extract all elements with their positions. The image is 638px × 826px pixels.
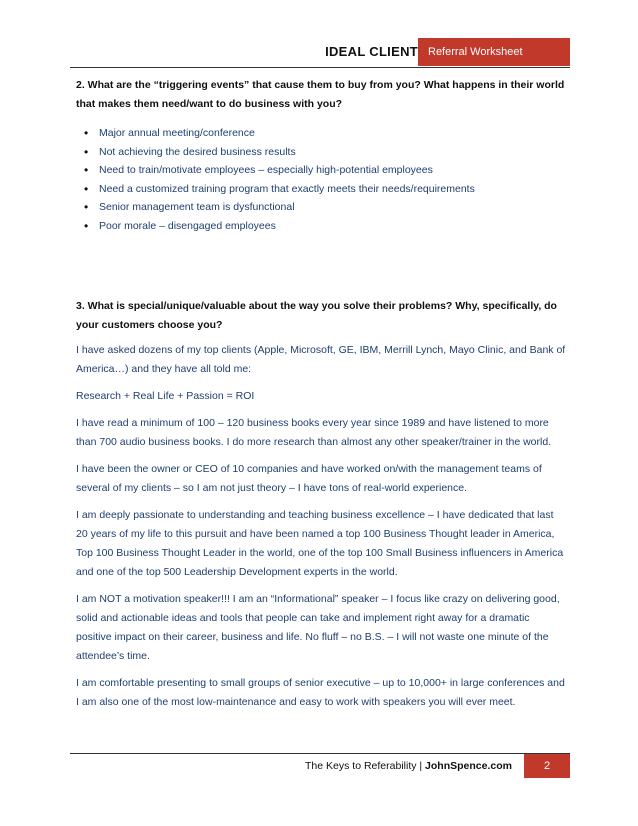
answer-paragraph: I am comfortable presenting to small groups of senior executive – up to 10,000+ in large conferences and I am also one of the most low-maintenance and easy to work with speakers you will ever meet.	[76, 677, 565, 708]
answer-paragraph: I have been the owner or CEO of 10 companies and have worked on/with the management teams of several of my clients – so I am not just theory – I have tons of real-world experience.	[76, 463, 542, 494]
question-2: 2. What are the “triggering events” that cause them to buy from you? What happens in their world that makes them need/want to do business with you?	[76, 79, 565, 110]
footer-site: JohnSpence.com	[425, 760, 512, 772]
answer-paragraph: I have read a minimum of 100 – 120 business books every year since 1989 and have listened to more than 700 audio business books. I do more research than almost any other speaker/trainer in the world.	[76, 417, 552, 448]
header-divider	[70, 67, 570, 68]
list-item: • Not achieving the desired business results	[99, 143, 566, 162]
section-tag: Referral Worksheet	[418, 38, 570, 66]
list-item: • Senior management team is dysfunctional	[99, 198, 566, 217]
list-item: • Need a customized training program that exactly meets their needs/requirements	[99, 180, 566, 199]
list-item: • Major annual meeting/conference	[99, 124, 566, 143]
page-content	[76, 76, 566, 720]
page-footer	[70, 753, 570, 778]
list-item: • Poor morale – disengaged employees	[99, 217, 566, 236]
answer-paragraph: I have asked dozens of my top clients (Apple, Microsoft, GE, IBM, Merrill Lynch, Mayo Clinic, and Bank of America…) and they have all told me:	[76, 344, 566, 375]
answer-paragraph: Research + Real Life + Passion = ROI	[76, 390, 255, 402]
page-number: 2	[524, 754, 570, 778]
question-3: 3. What is special/unique/valuable about the way you solve their problems? Why, specifically, do your customers choose you?	[76, 300, 557, 331]
answer-paragraph: I am NOT a motivation speaker!!! I am an “Informational” speaker – I focus like crazy on delivering good, solid and actionable ideas and tools that people can take and implement right away for a dramatic positive impact on their career, business and life. No fluff – no B.S. – I will not waste one minute of the attendee’s time.	[76, 593, 560, 662]
answer-3	[76, 341, 566, 712]
trigger-events-list	[76, 124, 566, 235]
footer-prefix: The Keys to Referability |	[305, 760, 426, 772]
document-title: IDEAL CLIENT	[325, 44, 418, 59]
page-header	[70, 36, 570, 66]
footer-text	[305, 760, 512, 772]
list-item: • Need to train/motivate employees – especially high-potential employees	[99, 161, 566, 180]
answer-paragraph: I am deeply passionate to understanding and teaching business excellence – I have dedicated that last 20 years of my life to this pursuit and have been named a top 100 Business Thought leader in America, Top 100 Business Thought Leader in the world, one of the top 100 Small Business influencers in America and one of the top 500 Leadership Development experts in the world.	[76, 509, 564, 578]
